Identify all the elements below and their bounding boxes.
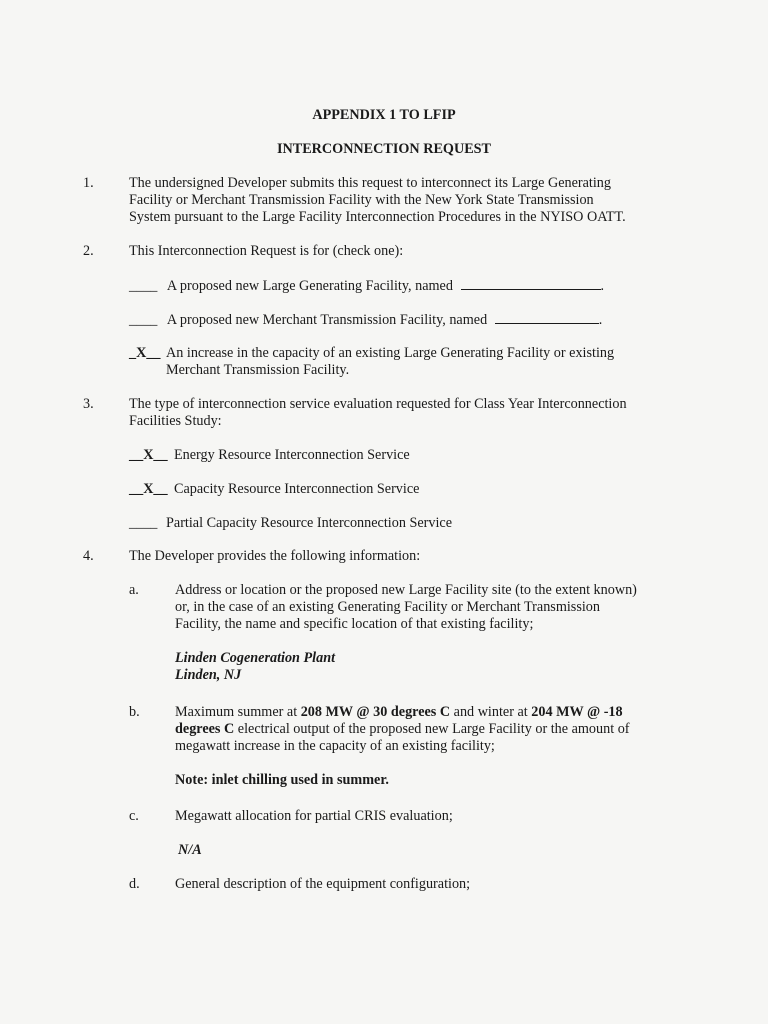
item-4b-label: b. (129, 704, 140, 720)
item-3-option-3-mark: ____ (129, 515, 158, 531)
item-1-line-3: System pursuant to the Large Facility Interconnection Procedures in the NYISO OATT. (129, 209, 626, 225)
item-1-line-1: The undersigned Developer submits this request to interconnect its Large Generating (129, 175, 611, 191)
item-4a-answer-facility: Linden Cogeneration Plant (175, 650, 336, 666)
item-3-option-1-mark: __X__ (129, 447, 168, 463)
item-4a-line-1: Address or location or the proposed new Large Facility site (to the extent known) (175, 582, 637, 598)
item-2-option-1 (129, 277, 604, 295)
item-2-option-2-mark: ____ (129, 312, 158, 328)
item-4b-text-2: and winter at (450, 704, 532, 720)
item-4d-text: General description of the equipment configuration; (175, 876, 471, 892)
item-1-line-2: Facility or Merchant Transmission Facility with the New York State Transmission (129, 192, 594, 208)
item-4-number: 4. (83, 548, 94, 564)
appendix-title: APPENDIX 1 TO LFIP (312, 107, 456, 123)
item-4b-line-3: megawatt increase in the capacity of an existing facility; (175, 738, 495, 754)
item-4a-answer-location: Linden, NJ (175, 667, 242, 683)
facility-name-blank-2 (495, 311, 599, 324)
item-4b-line-2 (175, 721, 630, 738)
item-4b-summer-output: 208 MW @ 30 degrees C (300, 704, 451, 720)
request-title: INTERCONNECTION REQUEST (276, 141, 492, 157)
item-2-option-3-line-1: An increase in the capacity of an existing Large Generating Facility or existing (166, 345, 615, 361)
item-3-line-1: The type of interconnection service evaluation requested for Class Year Interconnection (129, 396, 627, 412)
item-4b-text-3: electrical output of the proposed new Large Facility or the amount of (234, 721, 630, 737)
item-4b-text-1: Maximum summer at (175, 704, 301, 720)
item-2-option-1-period: . (600, 278, 605, 294)
item-2-option-3-line-2: Merchant Transmission Facility. (166, 362, 350, 378)
item-4a-line-3: Facility, the name and specific location of that existing facility; (175, 616, 534, 632)
item-3-option-3-text: Partial Capacity Resource Interconnection Service (166, 515, 453, 531)
item-4a-label: a. (129, 582, 139, 598)
item-3-option-2-mark: __X__ (129, 481, 168, 497)
item-4b-winter-unit: degrees C (175, 721, 235, 737)
item-2-option-2-text: A proposed new Merchant Transmission Facility, named (166, 312, 488, 328)
item-2-option-1-mark: ____ (129, 278, 158, 294)
item-2-number: 2. (83, 243, 94, 259)
item-3-line-2: Facilities Study: (129, 413, 222, 429)
item-2-text: This Interconnection Request is for (check one): (129, 243, 404, 259)
facility-name-blank-1 (461, 277, 601, 290)
item-2-option-2-period: . (598, 312, 603, 328)
item-4-text: The Developer provides the following information: (129, 548, 421, 564)
item-4c-label: c. (129, 808, 139, 824)
item-2-option-1-text: A proposed new Large Generating Facility, named (166, 278, 453, 294)
item-4a-line-2: or, in the case of an existing Generating Facility or Merchant Transmission (175, 599, 600, 615)
item-4b-winter-output: 204 MW @ -18 (531, 704, 623, 720)
item-4c-answer: N/A (178, 842, 202, 858)
item-3-option-2-text: Capacity Resource Interconnection Service (174, 481, 420, 497)
item-3-number: 3. (83, 396, 94, 412)
item-4b-line-1 (175, 704, 623, 721)
item-4b-note: Note: inlet chilling used in summer. (175, 772, 389, 788)
item-1-number: 1. (83, 175, 94, 191)
item-2-option-3-mark: _X__ (129, 345, 161, 361)
item-4c-text: Megawatt allocation for partial CRIS evaluation; (175, 808, 453, 824)
item-3-option-1-text: Energy Resource Interconnection Service (174, 447, 410, 463)
item-2-option-2 (129, 311, 602, 329)
item-4d-label: d. (129, 876, 140, 892)
